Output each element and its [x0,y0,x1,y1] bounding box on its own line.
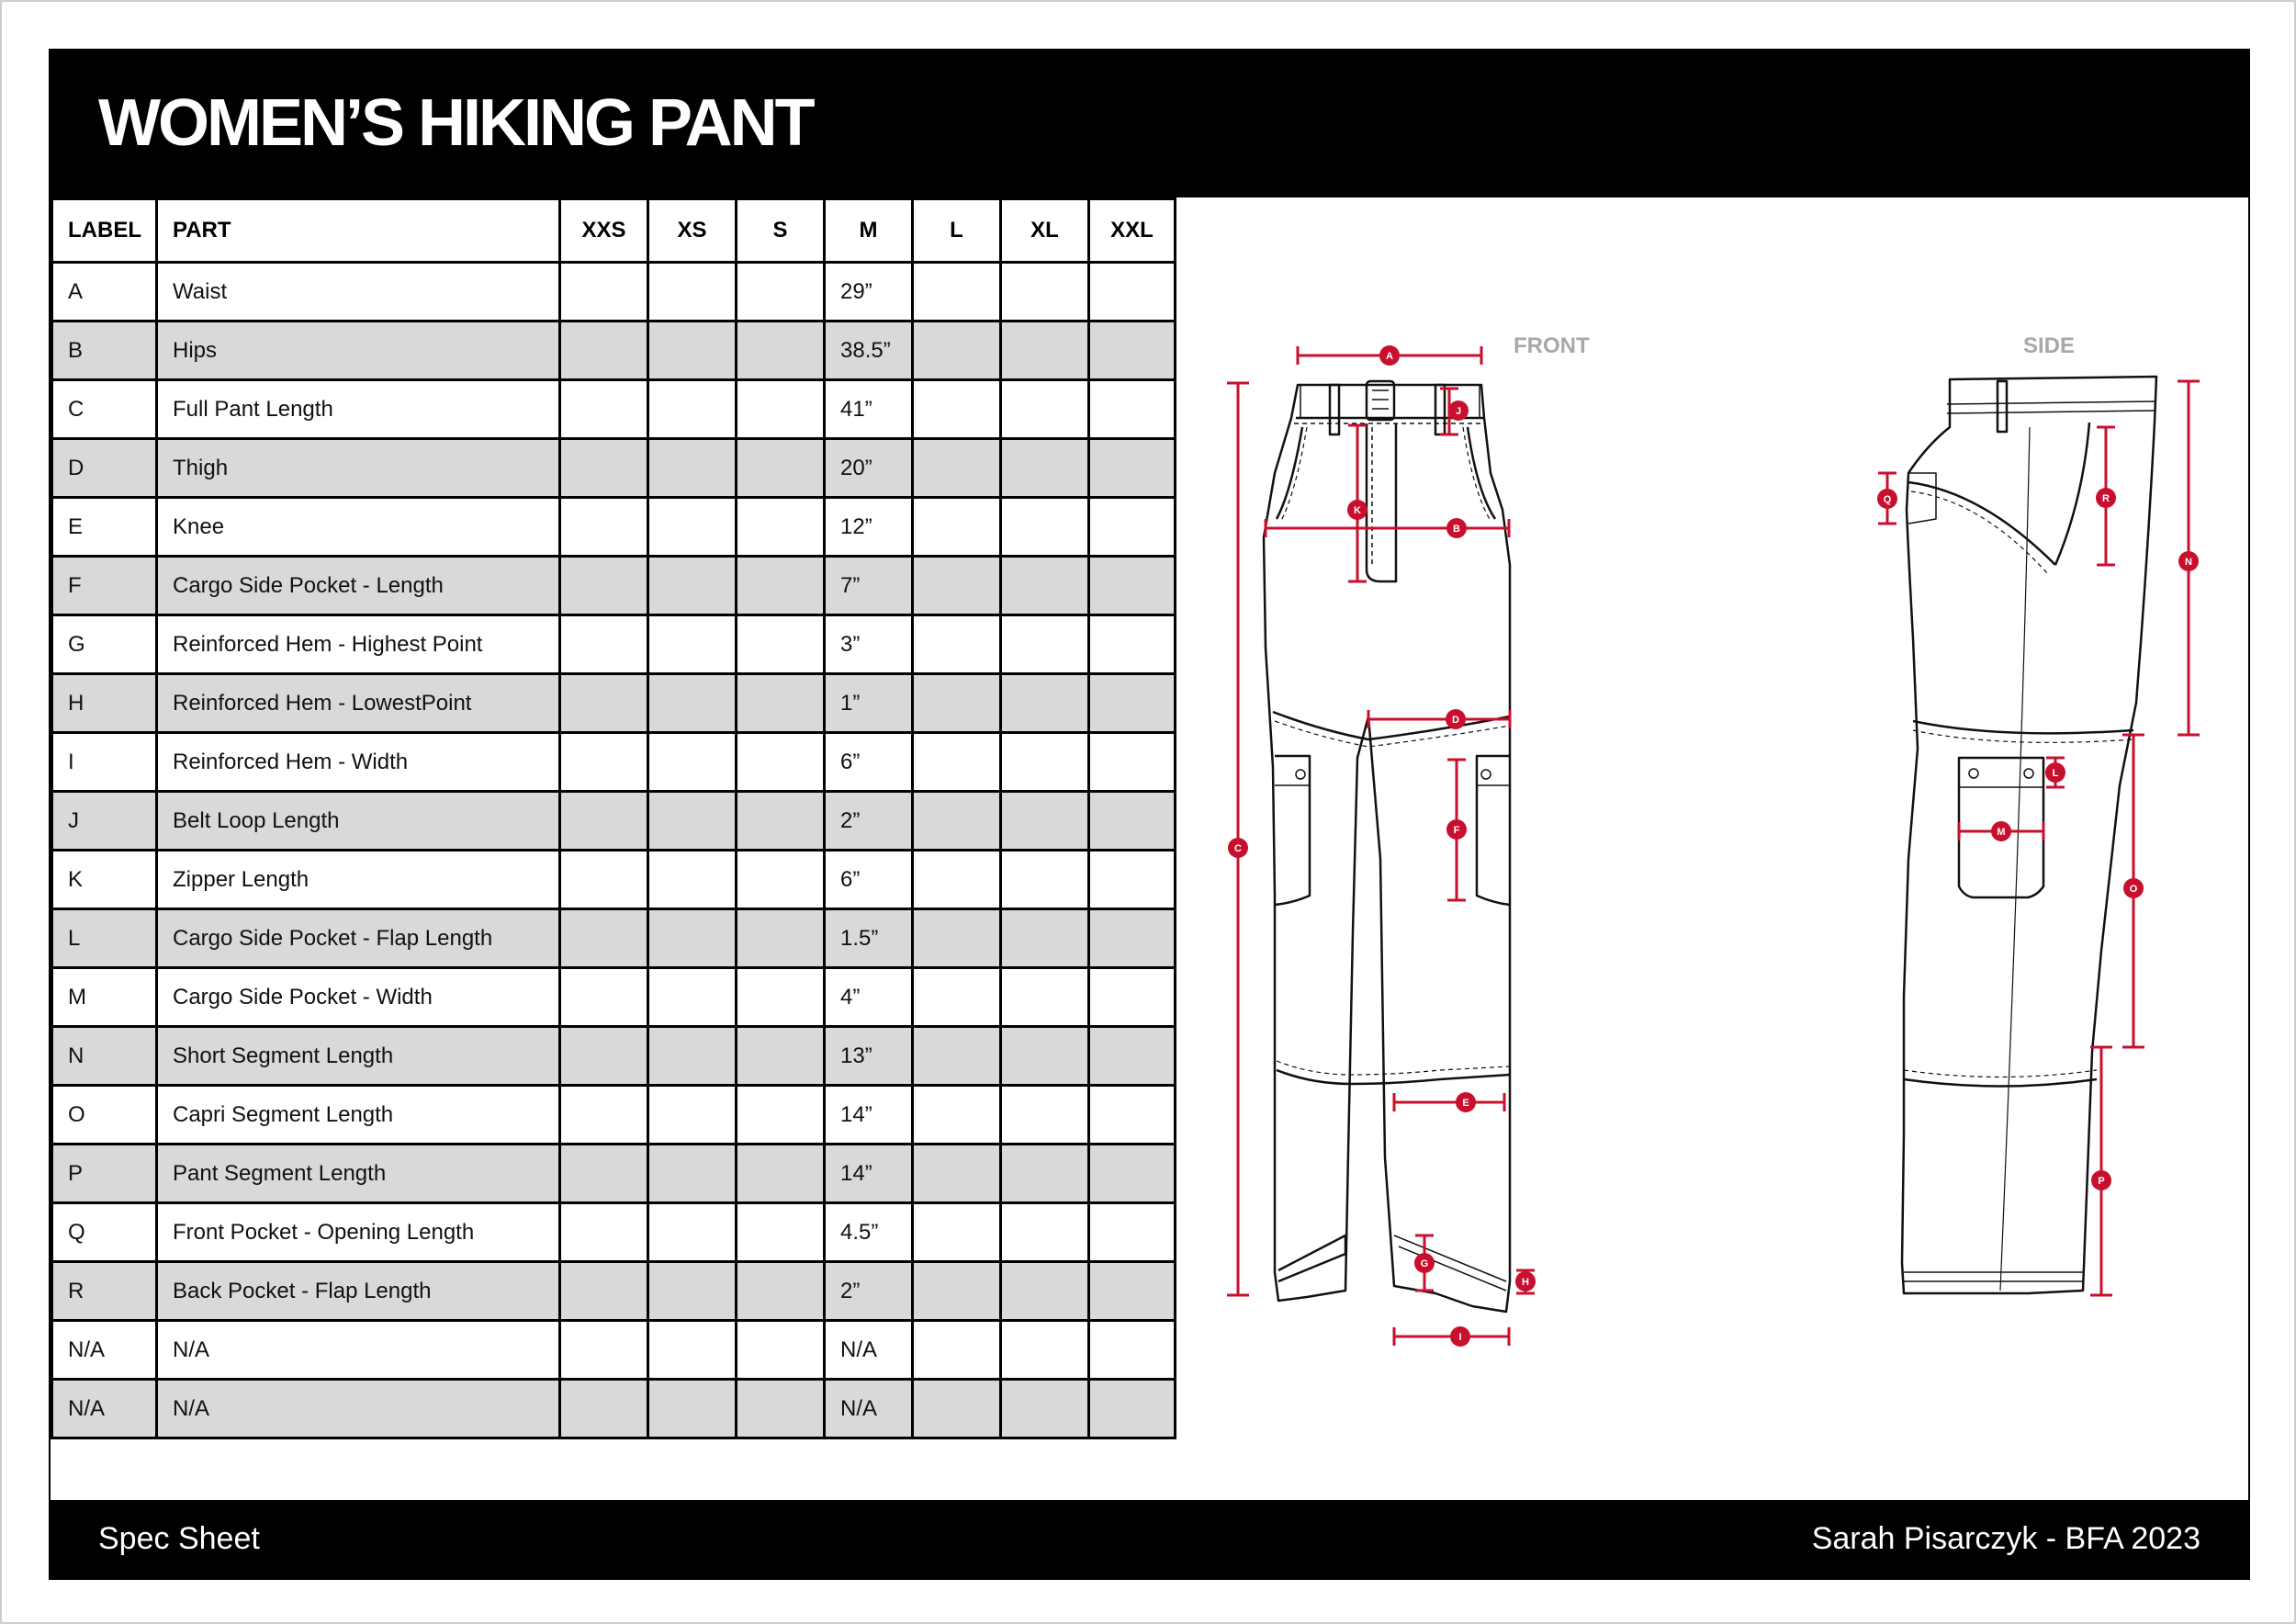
cell-xs [648,851,737,909]
cell-part: Cargo Side Pocket - Flap Length [157,909,560,968]
cell-part: Reinforced Hem - Highest Point [157,615,560,674]
front-pant-outline [1264,385,1510,1312]
marker-p [2091,1170,2111,1190]
marker-c [1228,838,1248,858]
cell-l [913,321,1001,380]
cell-s [737,909,825,968]
cell-s [737,792,825,851]
cell-xxs [560,968,648,1027]
belt-buckle [1367,381,1394,420]
svg-text:Q: Q [1883,494,1892,505]
side-waistband [1947,401,2155,413]
header-size: XXL [1089,199,1176,263]
cell-label: M [52,968,157,1027]
cell-xl [1001,733,1089,792]
cell-xs [648,380,737,439]
cell-xl [1001,498,1089,557]
cell-xl [1001,615,1089,674]
cell-s [737,1380,825,1438]
side-back-seam [2055,423,2089,565]
cell-part: N/A [157,1321,560,1380]
cell-xl [1001,321,1089,380]
cell-l [913,1027,1001,1086]
table-row [52,1086,1176,1145]
cell-xl [1001,1027,1089,1086]
cell-s [737,439,825,498]
marker-k [1347,500,1367,520]
cell-xs [648,557,737,615]
table-row [52,1380,1176,1438]
cell-part: Hips [157,321,560,380]
header-size: XL [1001,199,1089,263]
cell-l [913,733,1001,792]
cell-xxl [1089,263,1176,321]
cell-xs [648,968,737,1027]
cell-m: 41” [825,380,913,439]
cell-s [737,1027,825,1086]
cell-xl [1001,674,1089,733]
side-center-seam [2000,427,2030,1291]
cell-s [737,380,825,439]
front-fly [1367,423,1396,581]
side-hem [1904,1272,2083,1281]
cell-m: N/A [825,1380,913,1438]
header-size: XS [648,199,737,263]
cell-label: R [52,1262,157,1321]
cell-xl [1001,851,1089,909]
table-row [52,851,1176,909]
cell-label: N [52,1027,157,1086]
cell-label: F [52,557,157,615]
cell-xs [648,498,737,557]
cell-label: N/A [52,1380,157,1438]
footer-bar [51,1500,2248,1578]
header-size: M [825,199,913,263]
cell-part: Reinforced Hem - Width [157,733,560,792]
cell-xs [648,1145,737,1203]
spec-sheet [49,49,2250,1580]
cell-s [737,1203,825,1262]
svg-text:I: I [1458,1332,1462,1343]
measure-line-e [1394,1093,1504,1111]
marker-i [1450,1326,1470,1347]
cell-label: H [52,674,157,733]
cell-xs [648,1203,737,1262]
cell-l [913,674,1001,733]
marker-m [1991,821,2011,841]
cell-part: Back Pocket - Flap Length [157,1262,560,1321]
header-bar [51,51,2248,197]
svg-text:K: K [1354,505,1361,516]
cell-xxs [560,1145,648,1203]
cell-l [913,439,1001,498]
cell-l [913,557,1001,615]
cell-xxs [560,1203,648,1262]
technical-drawing [1174,197,2248,1500]
marker-n [2178,551,2199,571]
cell-xs [648,1086,737,1145]
cell-xxs [560,263,648,321]
cell-xxl [1089,1203,1176,1262]
cell-m: 14” [825,1145,913,1203]
cell-part: Short Segment Length [157,1027,560,1086]
cell-part: Cargo Side Pocket - Length [157,557,560,615]
table-row [52,909,1176,968]
cell-xxl [1089,1027,1176,1086]
cell-part: Belt Loop Length [157,792,560,851]
cell-l [913,1321,1001,1380]
cell-label: N/A [52,1321,157,1380]
marker-g [1414,1253,1435,1273]
cell-xs [648,321,737,380]
cell-m: 1” [825,674,913,733]
table-row [52,1145,1176,1203]
cell-xxl [1089,615,1176,674]
cell-s [737,968,825,1027]
table-row [52,733,1176,792]
cell-label: L [52,909,157,968]
svg-text:J: J [1455,406,1462,417]
cell-xl [1001,1086,1089,1145]
cell-xxs [560,557,648,615]
cell-part: Thigh [157,439,560,498]
cell-m: 6” [825,851,913,909]
measure-line-b [1266,519,1509,537]
cell-xl [1001,909,1089,968]
svg-text:R: R [2102,493,2110,504]
cell-xl [1001,557,1089,615]
cell-l [913,1262,1001,1321]
cell-xs [648,615,737,674]
cell-m: 3” [825,615,913,674]
cell-xxs [560,1086,648,1145]
cell-label: O [52,1086,157,1145]
cell-l [913,1380,1001,1438]
cell-xxl [1089,1380,1176,1438]
cell-xl [1001,1321,1089,1380]
cell-l [913,792,1001,851]
cell-l [913,498,1001,557]
cell-m: 2” [825,792,913,851]
cell-xs [648,1262,737,1321]
front-belt-loop [1330,385,1339,434]
svg-text:L: L [2052,768,2059,779]
table-row [52,674,1176,733]
marker-a [1379,345,1400,366]
cell-part: Capri Segment Length [157,1086,560,1145]
cell-s [737,557,825,615]
cell-label: D [52,439,157,498]
cell-l [913,615,1001,674]
cell-xxs [560,674,648,733]
cell-m: 12” [825,498,913,557]
cell-m: 14” [825,1086,913,1145]
front-view-label: FRONT [1514,333,1590,358]
cell-part: Cargo Side Pocket - Width [157,968,560,1027]
cell-xs [648,1027,737,1086]
cell-xs [648,674,737,733]
cell-l [913,851,1001,909]
cell-part: Full Pant Length [157,380,560,439]
header-label: LABEL [52,199,157,263]
cell-l [913,263,1001,321]
cell-part: Pant Segment Length [157,1145,560,1203]
marker-d [1446,709,1466,729]
cell-xxl [1089,909,1176,968]
table-row [52,615,1176,674]
cell-xs [648,263,737,321]
cell-xxs [560,498,648,557]
cell-label: P [52,1145,157,1203]
cell-l [913,968,1001,1027]
side-belt-loop [1998,381,2007,432]
marker-l [2045,762,2065,783]
cell-l [913,1203,1001,1262]
cell-xxl [1089,792,1176,851]
marker-q [1877,489,1897,509]
cell-xl [1001,380,1089,439]
cell-m: 7” [825,557,913,615]
marker-e [1456,1092,1476,1112]
svg-text:E: E [1462,1098,1469,1109]
table-row [52,498,1176,557]
cell-part: Knee [157,498,560,557]
cell-xxl [1089,851,1176,909]
cell-m: N/A [825,1321,913,1380]
cell-label: I [52,733,157,792]
cell-xs [648,733,737,792]
cell-s [737,1086,825,1145]
cell-label: Q [52,1203,157,1262]
cell-l [913,1086,1001,1145]
front-pocket-left [1277,427,1302,519]
cell-s [737,851,825,909]
svg-text:P: P [2098,1176,2105,1187]
table-row [52,1203,1176,1262]
cell-xs [648,1321,737,1380]
marker-h [1515,1271,1536,1291]
header-part: PART [157,199,560,263]
cell-xxs [560,380,648,439]
table-header-row [52,199,1176,263]
svg-text:M: M [1997,827,2006,838]
marker-f [1446,819,1467,840]
cell-part: Front Pocket - Opening Length [157,1203,560,1262]
table-row [52,968,1176,1027]
cell-xxl [1089,968,1176,1027]
svg-text:G: G [1420,1258,1429,1269]
cell-l [913,909,1001,968]
cell-xl [1001,792,1089,851]
front-zip-off-upper [1273,712,1510,739]
cell-m: 6” [825,733,913,792]
cell-s [737,498,825,557]
cell-xl [1001,1203,1089,1262]
cell-l [913,1145,1001,1203]
pant-flats-svg [1174,197,2248,1500]
svg-text:B: B [1453,524,1460,535]
cell-m: 4.5” [825,1203,913,1262]
cell-s [737,733,825,792]
svg-text:F: F [1453,825,1460,836]
front-belt-loop [1435,385,1445,434]
marker-j [1448,400,1469,421]
table-row [52,321,1176,380]
table-row [52,1321,1176,1380]
cell-xs [648,439,737,498]
cell-label: E [52,498,157,557]
marker-r [2096,488,2116,508]
cell-xxl [1089,1145,1176,1203]
table-row [52,792,1176,851]
side-zip-off-lower [1904,1079,2097,1087]
cell-label: C [52,380,157,439]
cell-xxl [1089,321,1176,380]
table-row [52,1262,1176,1321]
svg-text:D: D [1452,715,1459,726]
cell-s [737,1262,825,1321]
cell-xxl [1089,557,1176,615]
cell-m: 13” [825,1027,913,1086]
svg-text:C: C [1234,843,1242,854]
cell-s [737,1321,825,1380]
cell-xl [1001,968,1089,1027]
cell-xxl [1089,498,1176,557]
cell-m: 4” [825,968,913,1027]
cell-s [737,1145,825,1203]
cell-xl [1001,439,1089,498]
cell-part: Reinforced Hem - LowestPoint [157,674,560,733]
cell-label: A [52,263,157,321]
svg-text:H: H [1522,1277,1529,1288]
cell-m: 20” [825,439,913,498]
cell-xxl [1089,1262,1176,1321]
cell-xxl [1089,380,1176,439]
cell-s [737,674,825,733]
cell-xl [1001,263,1089,321]
cell-xxs [560,792,648,851]
cell-m: 38.5” [825,321,913,380]
table-row [52,380,1176,439]
side-zip-off-upper [1913,721,2133,733]
cell-xxs [560,321,648,380]
front-cargo-pocket-left [1275,756,1310,905]
header-size: L [913,199,1001,263]
cell-label: B [52,321,157,380]
header-size: S [737,199,825,263]
cell-xl [1001,1145,1089,1203]
table-row [52,263,1176,321]
cell-xxs [560,439,648,498]
marker-b [1446,518,1467,538]
footer-left-text: Spec Sheet [98,1521,260,1556]
cell-xl [1001,1380,1089,1438]
cell-xxl [1089,1321,1176,1380]
cell-xxs [560,851,648,909]
cell-part: Zipper Length [157,851,560,909]
side-view-label: SIDE [2023,333,2076,358]
cell-l [913,380,1001,439]
svg-text:N: N [2185,557,2192,568]
cell-m: 29” [825,263,913,321]
cell-xs [648,909,737,968]
cell-xxs [560,1321,648,1380]
svg-text:O: O [2129,884,2138,895]
cell-xxs [560,733,648,792]
cell-s [737,615,825,674]
table-row [52,1027,1176,1086]
cell-xxl [1089,733,1176,792]
front-cargo-pocket-right [1477,756,1510,905]
cell-part: N/A [157,1380,560,1438]
cell-xs [648,792,737,851]
side-pant-outline [1902,377,2156,1293]
cell-xl [1001,1262,1089,1321]
cell-xxs [560,615,648,674]
cell-label: J [52,792,157,851]
table-row [52,439,1176,498]
cell-part: Waist [157,263,560,321]
cell-s [737,321,825,380]
front-zip-off-lower [1277,1070,1510,1084]
marker-o [2123,878,2144,898]
front-hem-right [1394,1235,1506,1291]
page-title: WOMEN’S HIKING PANT [98,86,813,160]
cell-xxs [560,909,648,968]
cell-xxl [1089,674,1176,733]
measure-line-d [1368,710,1510,728]
cell-s [737,263,825,321]
header-size: XXS [560,199,648,263]
cell-xxl [1089,1086,1176,1145]
cell-label: G [52,615,157,674]
svg-text:A: A [1386,351,1393,362]
cell-label: K [52,851,157,909]
cell-xxs [560,1262,648,1321]
cell-xxs [560,1380,648,1438]
footer-right-text: Sarah Pisarczyk - BFA 2023 [1811,1521,2200,1556]
cell-m: 2” [825,1262,913,1321]
cell-xs [648,1380,737,1438]
spec-table [51,197,1176,1439]
cell-m: 1.5” [825,909,913,968]
cell-xxs [560,1027,648,1086]
table-row [52,557,1176,615]
cell-xxl [1089,439,1176,498]
front-hem-left [1278,1235,1345,1281]
